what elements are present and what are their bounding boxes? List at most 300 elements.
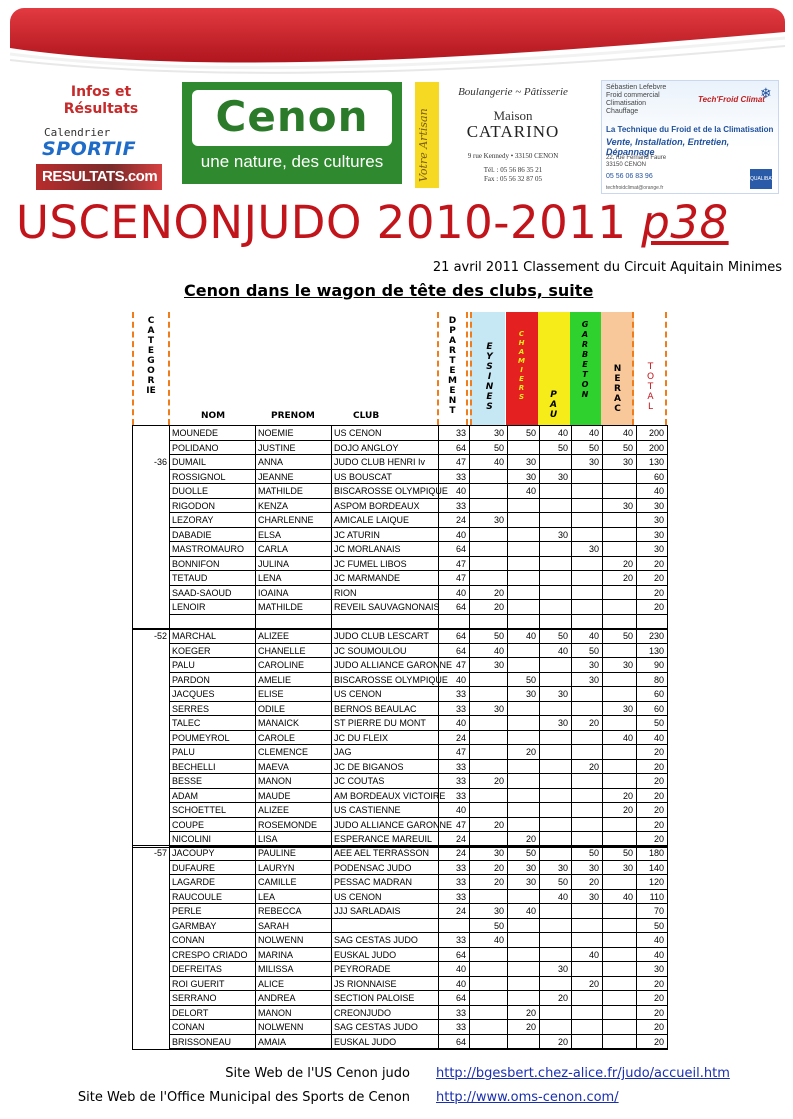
cell-nerac: 20 (602, 803, 636, 818)
cell-nom: DABADIE (169, 528, 255, 543)
header-eysines: EYSINES (470, 312, 505, 425)
table-row (133, 875, 667, 890)
cell-chamiers (507, 600, 539, 615)
cell-club: JUDO ALLIANCE GARONNE (331, 658, 438, 673)
cell-pau (539, 760, 571, 775)
cell-dept: 64 (438, 629, 469, 644)
cell-nom: BONNIFON (169, 557, 255, 572)
cell-chamiers (507, 441, 539, 456)
cell-prenom: MANON (255, 774, 331, 789)
cell-prenom: SARAH (255, 919, 331, 934)
cell-nom: TALEC (169, 716, 255, 731)
cell-club: EUSKAL JUDO (331, 948, 438, 963)
cell-prenom: ANDREA (255, 991, 331, 1006)
cell-total: 20 (636, 600, 667, 615)
cell-nerac: 50 (602, 629, 636, 644)
cell-nom: MARCHAL (169, 629, 255, 644)
table-row (133, 615, 667, 630)
table-row (133, 803, 667, 818)
cell-total: 20 (636, 1035, 667, 1050)
cell-garbeton: 30 (571, 658, 602, 673)
cell-eysines: 20 (469, 774, 507, 789)
cell-garbeton: 20 (571, 977, 602, 992)
cell-prenom: ANNA (255, 455, 331, 470)
cell-garbeton: 30 (571, 542, 602, 557)
cell-chamiers (507, 571, 539, 586)
cell-nerac (602, 615, 636, 630)
cell-eysines: 30 (469, 513, 507, 528)
cell-total: 20 (636, 1020, 667, 1035)
cell-chamiers (507, 919, 539, 934)
cell-nom: JACOUPY (169, 846, 255, 861)
cell-chamiers: 40 (507, 484, 539, 499)
table-row (133, 687, 667, 702)
cell-dept: 33 (438, 933, 469, 948)
cell-eysines: 30 (469, 702, 507, 717)
footer-link-judo[interactable]: http://bgesbert.chez-alice.fr/judo/accueil.htm (436, 1066, 730, 1081)
cell-chamiers (507, 991, 539, 1006)
header-departement: DPARTEMENT (437, 312, 468, 425)
cell-dept: 64 (438, 600, 469, 615)
cell-garbeton: 40 (571, 426, 602, 441)
cell-eysines: 40 (469, 455, 507, 470)
cell-chamiers: 50 (507, 673, 539, 688)
cell-dept: 40 (438, 803, 469, 818)
table-row (133, 948, 667, 963)
cell-total: 40 (636, 484, 667, 499)
header-total: TOTAL (635, 312, 667, 425)
cell-total: 40 (636, 731, 667, 746)
cell-eysines: 20 (469, 600, 507, 615)
table-row (133, 818, 667, 833)
cell-nerac: 20 (602, 557, 636, 572)
cell-garbeton (571, 586, 602, 601)
cell-total: 70 (636, 904, 667, 919)
cell-total: 20 (636, 803, 667, 818)
cell-garbeton (571, 919, 602, 934)
table-row (133, 760, 667, 775)
cell-nerac: 30 (602, 702, 636, 717)
cell-total: 230 (636, 629, 667, 644)
cell-total: 30 (636, 513, 667, 528)
cell-prenom: CHANELLE (255, 644, 331, 659)
cell-chamiers: 30 (507, 687, 539, 702)
cell-total: 60 (636, 470, 667, 485)
category-cell: -36 (153, 457, 167, 467)
table-row (133, 904, 667, 919)
cell-prenom: CLEMENCE (255, 745, 331, 760)
cell-eysines: 50 (469, 629, 507, 644)
cell-total: 20 (636, 571, 667, 586)
cell-eysines (469, 745, 507, 760)
cell-garbeton (571, 557, 602, 572)
cell-pau (539, 818, 571, 833)
cell-pau: 30 (539, 962, 571, 977)
cell-eysines (469, 1006, 507, 1021)
cell-total: 130 (636, 644, 667, 659)
cell-club: JUDO ALLIANCE GARONNE (331, 818, 438, 833)
cell-pau (539, 933, 571, 948)
cell-nerac (602, 774, 636, 789)
cell-club: JC FUMEL LIBOS (331, 557, 438, 572)
cell-chamiers (507, 702, 539, 717)
cell-nom: LAGARDE (169, 875, 255, 890)
cell-dept: 33 (438, 861, 469, 876)
cell-prenom: LISA (255, 832, 331, 847)
cell-pau: 40 (539, 426, 571, 441)
cell-club: BISCAROSSE OLYMPIQUE (331, 673, 438, 688)
section-52 (132, 628, 668, 848)
table-row (133, 919, 667, 934)
cell-dept: 47 (438, 455, 469, 470)
cell-eysines (469, 499, 507, 514)
header-club: CLUB (353, 411, 380, 421)
cell-pau: 30 (539, 528, 571, 543)
cell-prenom: MATHILDE (255, 484, 331, 499)
cell-prenom: CAROLINE (255, 658, 331, 673)
cell-pau (539, 774, 571, 789)
cell-dept: 47 (438, 658, 469, 673)
cell-prenom: IOAINA (255, 586, 331, 601)
cell-club: JC DE BIGANOS (331, 760, 438, 775)
cell-nerac (602, 948, 636, 963)
footer-label-oms: Site Web de l'Office Municipal des Sports de Cenon (77, 1090, 410, 1105)
cell-prenom: LEA (255, 890, 331, 905)
cell-eysines (469, 890, 507, 905)
cell-club: AMICALE LAIQUE (331, 513, 438, 528)
footer-link-oms[interactable]: http://www.oms-cenon.com/ (436, 1090, 619, 1105)
snowflake-icon: ❄ (760, 85, 772, 101)
cell-garbeton (571, 818, 602, 833)
cell-dept: 24 (438, 513, 469, 528)
cell-pau (539, 455, 571, 470)
cell-prenom: ALIZEE (255, 629, 331, 644)
cell-chamiers: 20 (507, 1006, 539, 1021)
cell-garbeton (571, 600, 602, 615)
category-cell: -57 (153, 848, 167, 858)
cell-club: AEE AEL TERRASSON (331, 846, 438, 861)
cell-eysines (469, 1035, 507, 1050)
cell-pau (539, 1006, 571, 1021)
cell-garbeton: 30 (571, 861, 602, 876)
cell-garbeton (571, 991, 602, 1006)
cell-eysines (469, 789, 507, 804)
cell-garbeton: 40 (571, 948, 602, 963)
cell-dept: 64 (438, 991, 469, 1006)
cell-total: 20 (636, 977, 667, 992)
cell-eysines (469, 528, 507, 543)
cell-dept: 24 (438, 846, 469, 861)
cell-eysines (469, 615, 507, 630)
cell-nom: CONAN (169, 1020, 255, 1035)
cell-chamiers: 50 (507, 846, 539, 861)
cell-nerac: 30 (602, 499, 636, 514)
cell-garbeton: 50 (571, 441, 602, 456)
cell-dept: 47 (438, 557, 469, 572)
cell-garbeton (571, 803, 602, 818)
cell-pau (539, 1020, 571, 1035)
cell-nerac (602, 977, 636, 992)
cell-chamiers (507, 513, 539, 528)
cell-nerac (602, 470, 636, 485)
cell-chamiers (507, 586, 539, 601)
cell-garbeton: 50 (571, 846, 602, 861)
cell-chamiers (507, 933, 539, 948)
cell-nerac (602, 528, 636, 543)
cell-pau (539, 513, 571, 528)
cell-nom: MOUNEDE (169, 426, 255, 441)
cell-prenom: ROSEMONDE (255, 818, 331, 833)
cell-eysines (469, 803, 507, 818)
cell-nom: GARMBAY (169, 919, 255, 934)
cell-nerac (602, 991, 636, 1006)
cell-garbeton (571, 528, 602, 543)
cell-dept: 33 (438, 470, 469, 485)
cell-nom: ADAM (169, 789, 255, 804)
cell-club (331, 615, 438, 630)
cell-nerac: 50 (602, 441, 636, 456)
footer-label-judo: Site Web de l'US Cenon judo (225, 1066, 410, 1081)
cell-nom: POLIDANO (169, 441, 255, 456)
cell-chamiers (507, 542, 539, 557)
table-row (133, 774, 667, 789)
cell-club (331, 919, 438, 934)
cell-total: 20 (636, 1006, 667, 1021)
cell-club: BISCAROSSE OLYMPIQUE (331, 484, 438, 499)
cell-chamiers (507, 1035, 539, 1050)
cell-nerac: 30 (602, 658, 636, 673)
table-row (133, 513, 667, 528)
cell-pau (539, 600, 571, 615)
cell-prenom: NOEMIE (255, 426, 331, 441)
cell-chamiers (507, 499, 539, 514)
cell-pau (539, 919, 571, 934)
cell-total: 30 (636, 962, 667, 977)
table-row (133, 991, 667, 1006)
cell-nom: PERLE (169, 904, 255, 919)
cell-prenom: AMELIE (255, 673, 331, 688)
cell-chamiers: 50 (507, 426, 539, 441)
section-36 (132, 425, 668, 630)
cenon-logo: Cenon une nature, des cultures (182, 82, 402, 184)
cell-total: 60 (636, 687, 667, 702)
cell-chamiers (507, 615, 539, 630)
cell-dept: 33 (438, 890, 469, 905)
cell-nom: TETAUD (169, 571, 255, 586)
header-nerac: NERAC (601, 312, 634, 425)
cell-pau (539, 948, 571, 963)
cell-club: JJJ SARLADAIS (331, 904, 438, 919)
cell-prenom: CAROLE (255, 731, 331, 746)
cell-nom: MASTROMAURO (169, 542, 255, 557)
cell-total: 180 (636, 846, 667, 861)
cell-prenom: PAULINE (255, 846, 331, 861)
cell-eysines: 30 (469, 658, 507, 673)
cell-club: DOJO ANGLOY (331, 441, 438, 456)
cell-nom: RAUCOULE (169, 890, 255, 905)
cell-pau: 50 (539, 441, 571, 456)
table-row (133, 745, 667, 760)
cell-pau (539, 615, 571, 630)
cell-nom: RIGODON (169, 499, 255, 514)
table-row (133, 702, 667, 717)
cell-nom: LENOIR (169, 600, 255, 615)
cell-club: JC MORLANAIS (331, 542, 438, 557)
cell-nerac (602, 760, 636, 775)
cell-nom: CRESPO CRIADO (169, 948, 255, 963)
cell-club: JC COUTAS (331, 774, 438, 789)
cell-club: ST PIERRE DU MONT (331, 716, 438, 731)
cell-club: JUDO CLUB LESCART (331, 629, 438, 644)
cell-eysines (469, 977, 507, 992)
cell-dept: 64 (438, 948, 469, 963)
cell-club: JC DU FLEIX (331, 731, 438, 746)
cell-total: 20 (636, 586, 667, 601)
cell-garbeton (571, 774, 602, 789)
cell-dept: 33 (438, 774, 469, 789)
cell-nerac (602, 513, 636, 528)
cell-garbeton (571, 499, 602, 514)
cell-club: US CENON (331, 890, 438, 905)
header-categorie: CATEGORIE (132, 312, 170, 425)
cell-pau: 30 (539, 687, 571, 702)
cell-dept: 33 (438, 687, 469, 702)
table-row (133, 846, 667, 861)
table-row (133, 1020, 667, 1035)
cell-club: JC SOUMOULOU (331, 644, 438, 659)
cell-prenom: NOLWENN (255, 933, 331, 948)
cell-chamiers: 20 (507, 745, 539, 760)
cell-club: JS RIONNAISE (331, 977, 438, 992)
cell-eysines: 20 (469, 861, 507, 876)
cell-prenom: MANON (255, 1006, 331, 1021)
cell-nom: BRISSONEAU (169, 1035, 255, 1050)
cell-nom: DUOLLE (169, 484, 255, 499)
cell-nerac (602, 542, 636, 557)
cell-garbeton (571, 789, 602, 804)
cell-nerac (602, 716, 636, 731)
cell-garbeton (571, 687, 602, 702)
cell-chamiers (507, 528, 539, 543)
cell-nom: SERRANO (169, 991, 255, 1006)
cell-club: PEYRORADE (331, 962, 438, 977)
cell-total: 120 (636, 875, 667, 890)
table-row (133, 470, 667, 485)
cell-eysines: 30 (469, 846, 507, 861)
cell-club: CREONJUDO (331, 1006, 438, 1021)
cell-nom: ROI GUERIT (169, 977, 255, 992)
cell-dept: 33 (438, 1020, 469, 1035)
cell-garbeton (571, 1020, 602, 1035)
cell-prenom: MANAICK (255, 716, 331, 731)
page-title: USCENONJUDO 2010-2011 p38 (16, 196, 729, 249)
cell-total: 20 (636, 789, 667, 804)
cell-chamiers: 30 (507, 470, 539, 485)
cell-garbeton: 30 (571, 455, 602, 470)
cell-dept: 33 (438, 702, 469, 717)
techfroid-ad: Sébastien Lefebvre Froid commercial Climatisation Chauffage Tech'Froid Climat ❄ La Technique du Froid et de la Climatisation Vente, Installation, Entretien, Dépannage 22, rue Fernand Faure 33150 CENON 05 56 06 83 96 techfroidclimat@orange.fr QUALIBAT (601, 80, 779, 194)
cell-prenom: MAUDE (255, 789, 331, 804)
header-nom: NOM (201, 411, 226, 421)
cell-club: JC MARMANDE (331, 571, 438, 586)
cell-prenom: LAURYN (255, 861, 331, 876)
cell-garbeton (571, 615, 602, 630)
cell-nerac (602, 818, 636, 833)
table-row (133, 441, 667, 456)
cell-pau (539, 977, 571, 992)
cell-eysines: 20 (469, 875, 507, 890)
cell-dept (438, 919, 469, 934)
cell-eysines (469, 484, 507, 499)
cell-club: JUDO CLUB HENRI Iv (331, 455, 438, 470)
cell-total: 20 (636, 745, 667, 760)
cell-chamiers: 40 (507, 904, 539, 919)
cell-dept: 40 (438, 673, 469, 688)
cell-nerac: 40 (602, 890, 636, 905)
cell-eysines: 50 (469, 441, 507, 456)
cell-nerac (602, 673, 636, 688)
cell-prenom: ELISE (255, 687, 331, 702)
cell-club: US CASTIENNE (331, 803, 438, 818)
cell-pau: 20 (539, 991, 571, 1006)
cell-total: 130 (636, 455, 667, 470)
cell-total: 60 (636, 702, 667, 717)
cell-club: ASPOM BORDEAUX (331, 499, 438, 514)
table-row (133, 673, 667, 688)
cell-nerac: 20 (602, 789, 636, 804)
cell-nom: JACQUES (169, 687, 255, 702)
cell-garbeton (571, 571, 602, 586)
cell-club: ESPERANCE MAREUIL (331, 832, 438, 847)
cell-chamiers (507, 789, 539, 804)
cell-prenom: ODILE (255, 702, 331, 717)
cell-chamiers (507, 760, 539, 775)
cell-chamiers: 20 (507, 832, 539, 847)
table-row (133, 890, 667, 905)
cell-chamiers (507, 890, 539, 905)
cell-nom: PALU (169, 745, 255, 760)
cell-club: US CENON (331, 426, 438, 441)
table-row (133, 861, 667, 876)
cell-total: 20 (636, 991, 667, 1006)
cell-nom: PALU (169, 658, 255, 673)
cell-dept: 64 (438, 542, 469, 557)
cell-chamiers: 30 (507, 861, 539, 876)
cell-garbeton: 20 (571, 716, 602, 731)
cell-total: 20 (636, 557, 667, 572)
cell-eysines: 50 (469, 919, 507, 934)
cell-eysines (469, 962, 507, 977)
cell-eysines (469, 716, 507, 731)
cell-eysines (469, 991, 507, 1006)
cell-garbeton (571, 962, 602, 977)
table-row (133, 977, 667, 992)
cell-club: EUSKAL JUDO (331, 1035, 438, 1050)
cell-nerac: 30 (602, 861, 636, 876)
cell-dept: 47 (438, 818, 469, 833)
cell-dept: 64 (438, 644, 469, 659)
cell-pau (539, 484, 571, 499)
cell-club: US BOUSCAT (331, 470, 438, 485)
cell-pau: 50 (539, 629, 571, 644)
cell-pau (539, 499, 571, 514)
cell-chamiers (507, 731, 539, 746)
cell-nerac (602, 1006, 636, 1021)
subtitle: Cenon dans le wagon de tête des clubs, suite (184, 281, 594, 300)
cell-chamiers (507, 774, 539, 789)
header-banner (10, 8, 785, 72)
cell-eysines (469, 1020, 507, 1035)
